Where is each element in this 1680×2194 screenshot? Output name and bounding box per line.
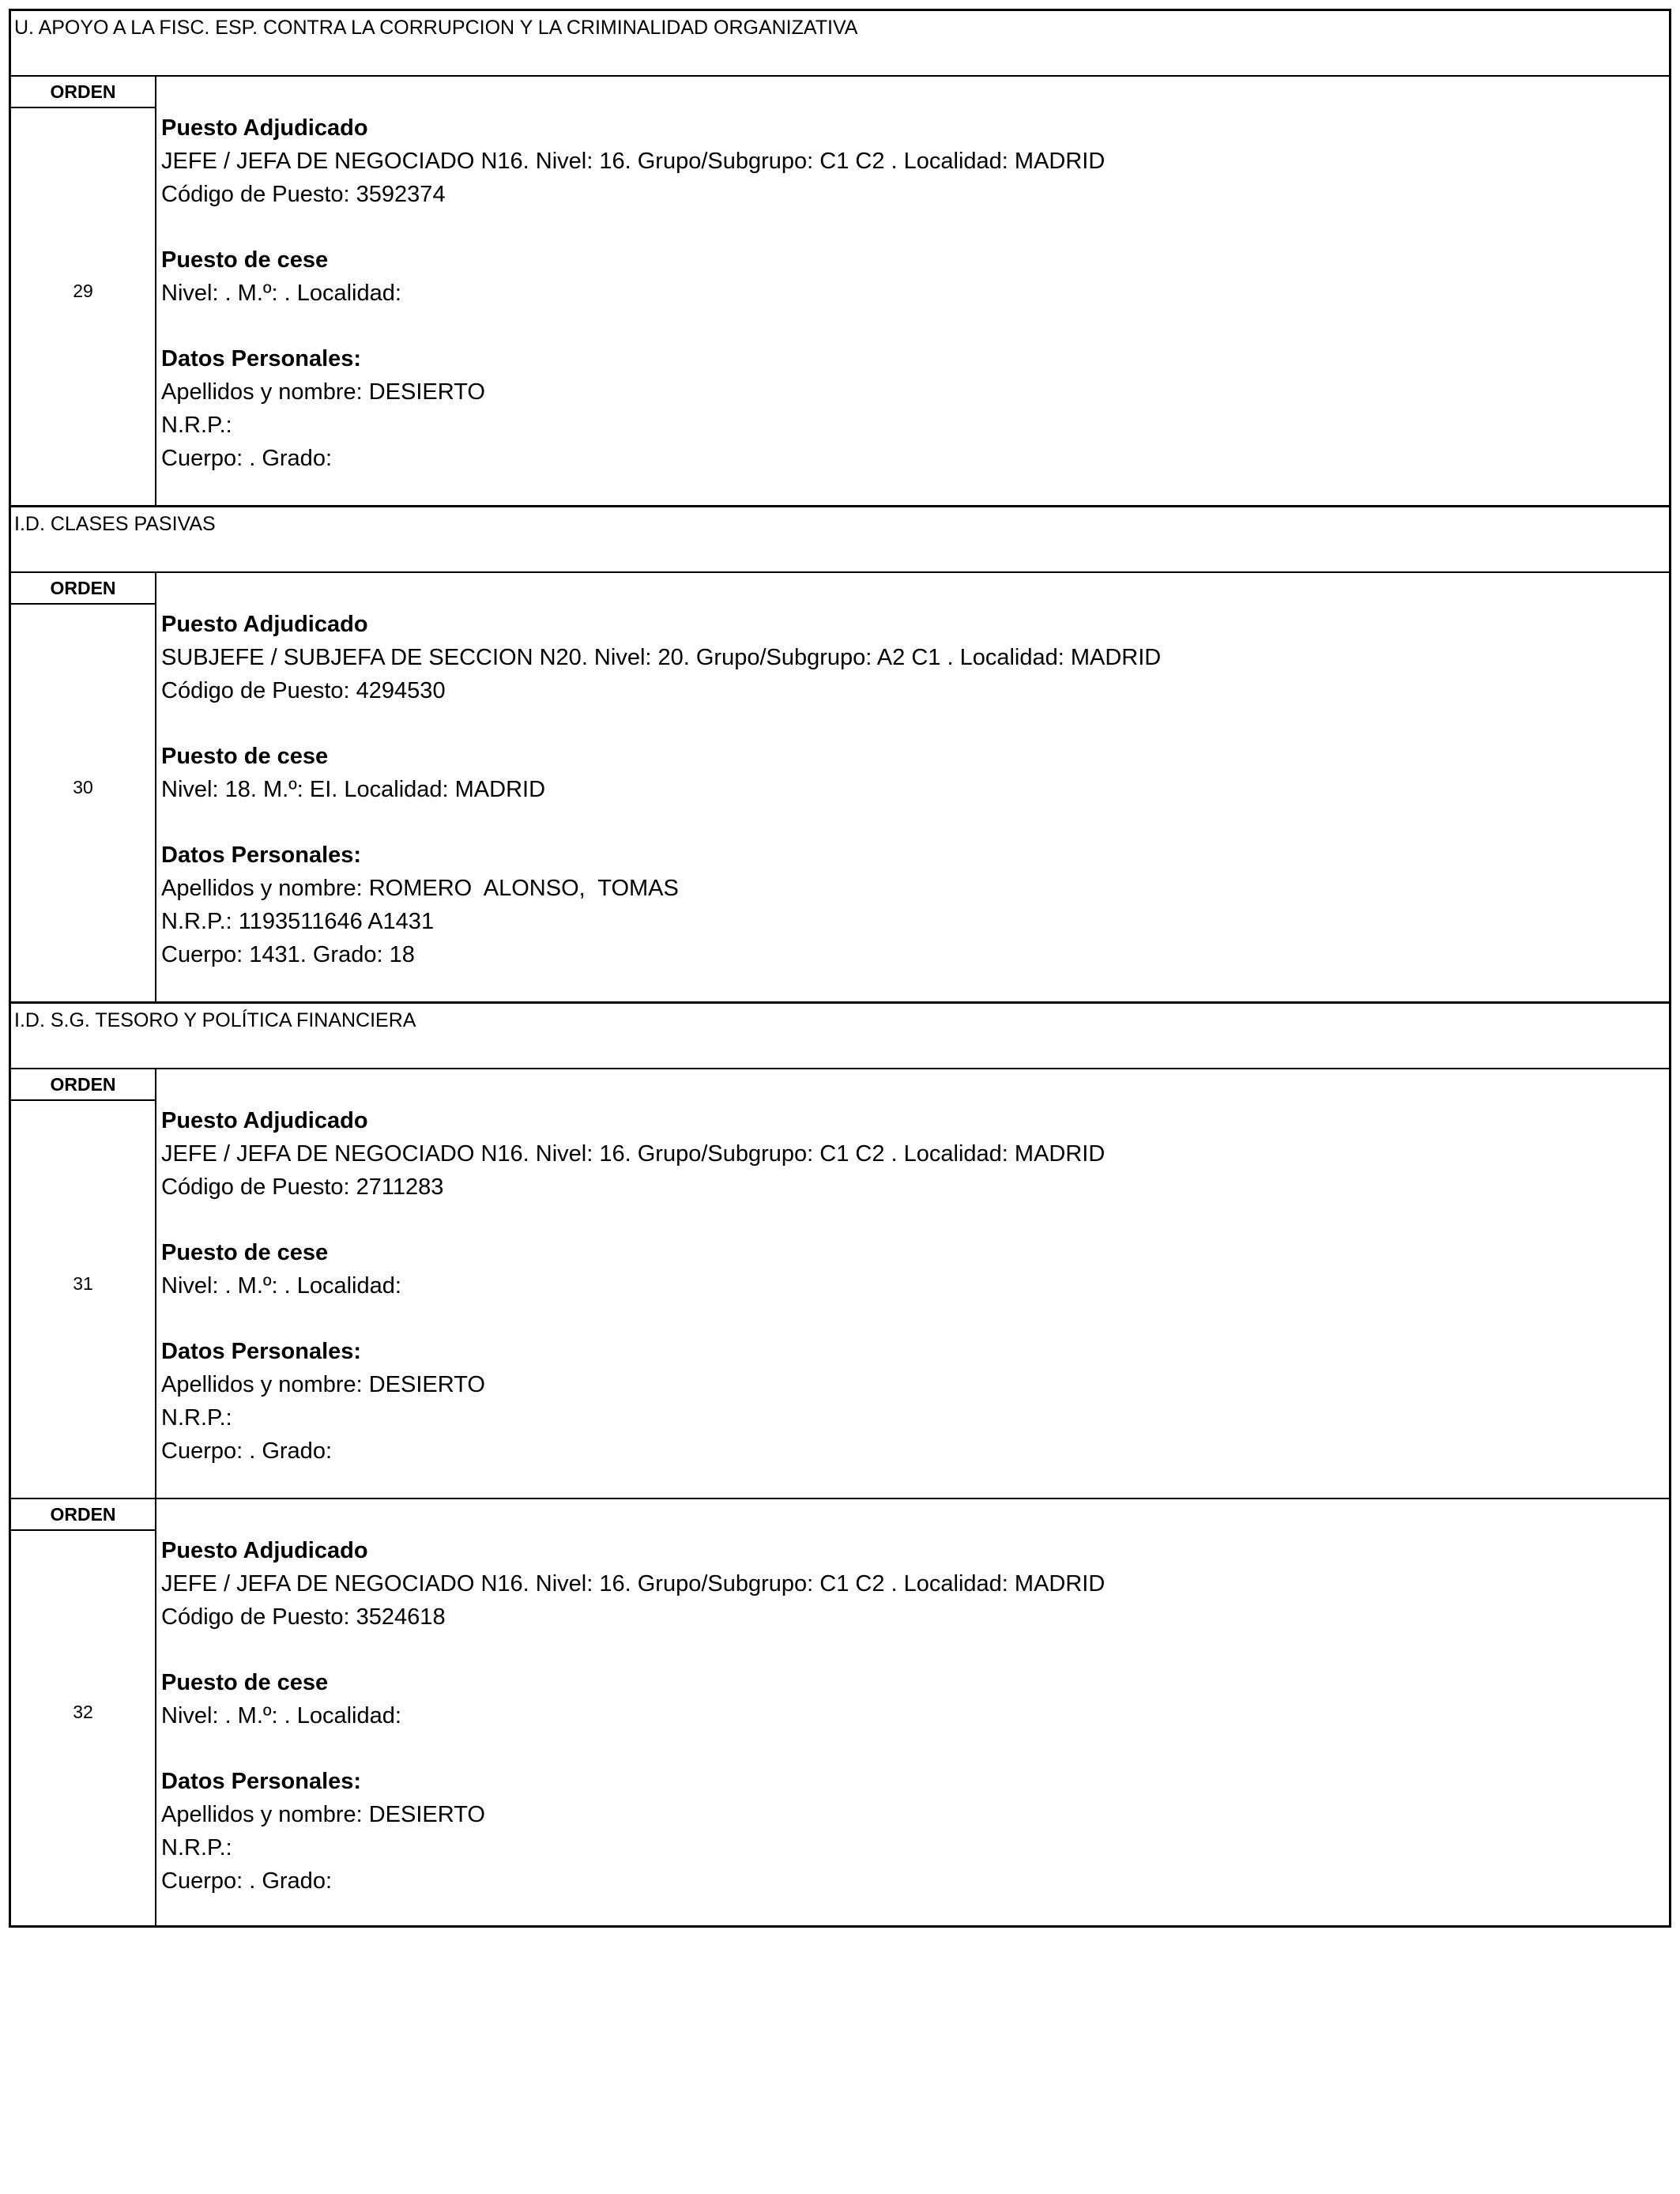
datos-personales-label: Datos Personales: — [161, 346, 362, 371]
datos-personales-label: Datos Personales: — [161, 1339, 362, 1364]
puesto-adjudicado-value: JEFE / JEFA DE NEGOCIADO N16. Nivel: 16. Grupo/Subgrupo: C1 C2 . Localidad: MADRID — [161, 149, 1106, 174]
nrp: N.R.P.: — [161, 1405, 232, 1431]
puesto-adjudicado-value: JEFE / JEFA DE NEGOCIADO N16. Nivel: 16. Grupo/Subgrupo: C1 C2 . Localidad: MADRID — [161, 1141, 1106, 1167]
section-header: I.D. S.G. TESORO Y POLÍTICA FINANCIERA — [9, 1001, 1671, 1068]
entry-details — [156, 1069, 1669, 1498]
cuerpo-grado: Cuerpo: . Grado: — [161, 1438, 332, 1464]
orden-column — [11, 573, 156, 1001]
orden-column — [11, 1069, 156, 1498]
entry-details — [156, 77, 1669, 505]
cuerpo-grado: Cuerpo: . Grado: — [161, 1868, 332, 1894]
puesto-adjudicado-value: JEFE / JEFA DE NEGOCIADO N16. Nivel: 16. Grupo/Subgrupo: C1 C2 . Localidad: MADRID — [161, 1571, 1106, 1596]
apellidos-nombre: Apellidos y nombre: DESIERTO — [161, 1802, 485, 1827]
codigo-puesto: Código de Puesto: 4294530 — [161, 678, 446, 703]
section-header: I.D. CLASES PASIVAS — [9, 505, 1671, 571]
puesto-adjudicado-label: Puesto Adjudicado — [161, 612, 368, 637]
puesto-adjudicado-label: Puesto Adjudicado — [161, 115, 368, 141]
nrp: N.R.P.: — [161, 413, 232, 438]
orden-label: ORDEN — [11, 77, 155, 108]
codigo-puesto: Código de Puesto: 3592374 — [161, 182, 446, 207]
orden-label: ORDEN — [11, 1069, 155, 1101]
puesto-adjudicado-label: Puesto Adjudicado — [161, 1108, 368, 1133]
orden-label: ORDEN — [11, 573, 155, 605]
codigo-puesto: Código de Puesto: 2711283 — [161, 1174, 444, 1200]
puesto-adjudicado-label: Puesto Adjudicado — [161, 1538, 368, 1563]
orden-label: ORDEN — [11, 1499, 155, 1531]
orden-number: 31 — [73, 1272, 93, 1294]
orden-column — [11, 77, 156, 505]
table-row — [9, 1068, 1671, 1498]
puesto-cese-label: Puesto de cese — [161, 744, 329, 769]
orden-column — [11, 1499, 156, 1925]
table-row — [9, 571, 1671, 1001]
puesto-cese-label: Puesto de cese — [161, 1670, 329, 1695]
puesto-adjudicado-value: SUBJEFE / SUBJEFA DE SECCION N20. Nivel: 20. Grupo/Subgrupo: A2 C1 . Localidad: MADRID — [161, 645, 1162, 670]
codigo-puesto: Código de Puesto: 3524618 — [161, 1604, 446, 1630]
table-row — [9, 1498, 1671, 1928]
puesto-cese-value: Nivel: . M.º: . Localidad: — [161, 281, 401, 306]
puesto-cese-value: Nivel: . M.º: . Localidad: — [161, 1273, 401, 1299]
apellidos-nombre: Apellidos y nombre: ROMERO ALONSO, TOMAS — [161, 876, 679, 901]
datos-personales-label: Datos Personales: — [161, 1769, 362, 1794]
nrp: N.R.P.: 1193511646 A1431 — [161, 909, 435, 934]
puesto-cese-label: Puesto de cese — [161, 247, 329, 273]
orden-number: 29 — [73, 280, 93, 301]
apellidos-nombre: Apellidos y nombre: DESIERTO — [161, 1372, 485, 1397]
entry-details — [156, 573, 1669, 1001]
nrp: N.R.P.: — [161, 1835, 232, 1860]
entry-details — [156, 1499, 1669, 1925]
table-row — [9, 75, 1671, 505]
puesto-cese-value: Nivel: . M.º: . Localidad: — [161, 1703, 401, 1728]
datos-personales-label: Datos Personales: — [161, 843, 362, 868]
cuerpo-grado: Cuerpo: . Grado: — [161, 446, 332, 471]
document-table — [9, 9, 1671, 1928]
apellidos-nombre: Apellidos y nombre: DESIERTO — [161, 379, 485, 405]
cuerpo-grado: Cuerpo: 1431. Grado: 18 — [161, 942, 415, 967]
puesto-cese-label: Puesto de cese — [161, 1240, 329, 1265]
puesto-cese-value: Nivel: 18. M.º: EI. Localidad: MADRID — [161, 777, 546, 802]
orden-number: 32 — [73, 1702, 93, 1722]
orden-number: 30 — [73, 776, 93, 797]
section-header: U. APOYO A LA FISC. ESP. CONTRA LA CORRUPCION Y LA CRIMINALIDAD ORGANIZATIVA — [9, 9, 1671, 75]
